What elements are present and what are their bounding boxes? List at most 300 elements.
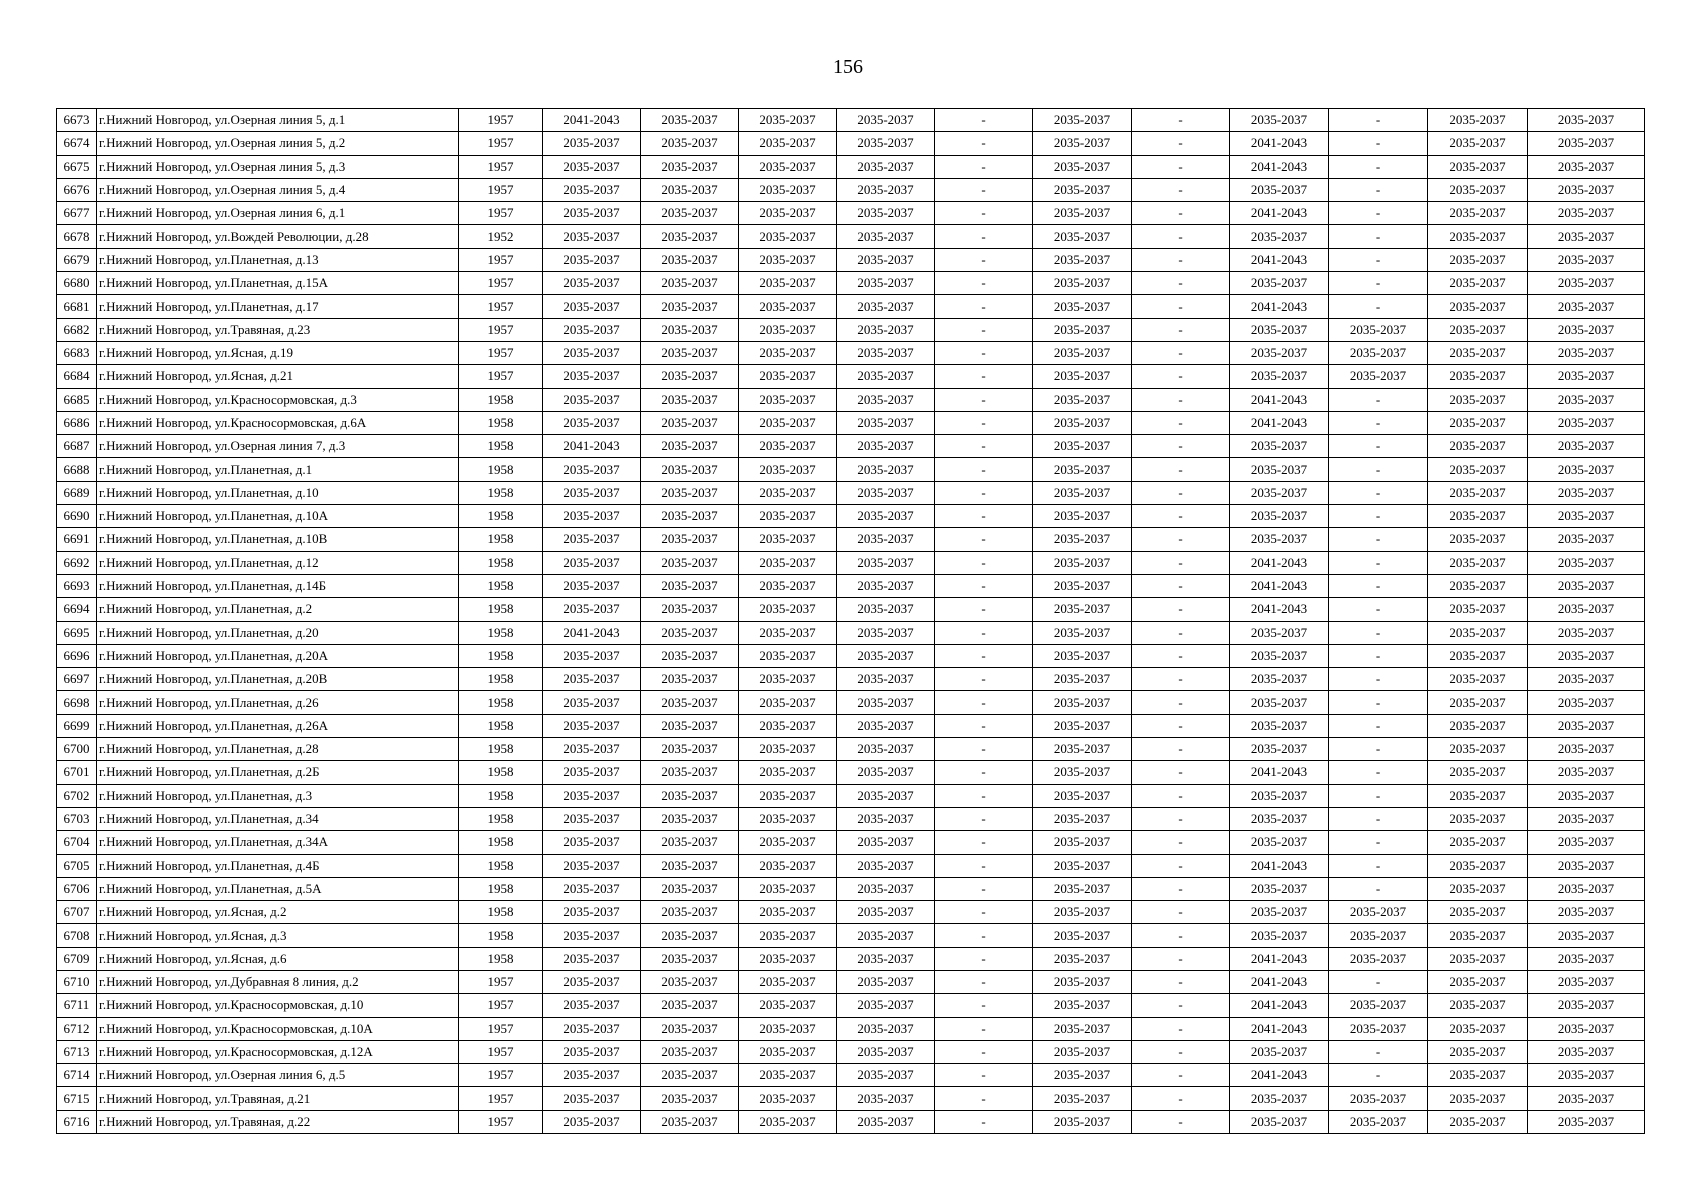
cell-period-col-9: - xyxy=(1329,505,1428,528)
cell-period-col-8: 2041-2043 xyxy=(1230,248,1329,271)
cell-period-col-1: 2035-2037 xyxy=(543,505,641,528)
table-row xyxy=(57,947,1645,970)
cell-period-col-9: - xyxy=(1329,272,1428,295)
cell-period-col-9: - xyxy=(1329,877,1428,900)
cell-row-number: 6675 xyxy=(57,155,97,178)
cell-period-col-5: - xyxy=(935,1087,1033,1110)
cell-period-col-2: 2035-2037 xyxy=(641,388,739,411)
cell-period-col-6: 2035-2037 xyxy=(1033,854,1132,877)
table-row xyxy=(57,901,1645,924)
cell-period-col-10: 2035-2037 xyxy=(1428,1110,1528,1133)
cell-period-col-11: 2035-2037 xyxy=(1528,295,1645,318)
cell-period-col-7: - xyxy=(1132,877,1230,900)
cell-period-col-2: 2035-2037 xyxy=(641,994,739,1017)
cell-row-number: 6674 xyxy=(57,132,97,155)
cell-row-number: 6693 xyxy=(57,574,97,597)
cell-period-col-4: 2035-2037 xyxy=(837,691,935,714)
table-row xyxy=(57,877,1645,900)
cell-period-col-6: 2035-2037 xyxy=(1033,901,1132,924)
cell-address: г.Нижний Новгород, ул.Планетная, д.17 xyxy=(97,295,459,318)
cell-period-col-2: 2035-2037 xyxy=(641,877,739,900)
cell-period-col-4: 2035-2037 xyxy=(837,598,935,621)
cell-period-col-1: 2035-2037 xyxy=(543,970,641,993)
cell-period-col-5: - xyxy=(935,109,1033,132)
cell-period-col-10: 2035-2037 xyxy=(1428,598,1528,621)
cell-period-col-8: 2035-2037 xyxy=(1230,901,1329,924)
cell-year-built: 1958 xyxy=(459,644,543,667)
cell-period-col-9: - xyxy=(1329,784,1428,807)
cell-address: г.Нижний Новгород, ул.Ясная, д.19 xyxy=(97,341,459,364)
cell-period-col-1: 2035-2037 xyxy=(543,901,641,924)
cell-period-col-5: - xyxy=(935,924,1033,947)
cell-row-number: 6697 xyxy=(57,668,97,691)
cell-period-col-6: 2035-2037 xyxy=(1033,574,1132,597)
cell-period-col-10: 2035-2037 xyxy=(1428,365,1528,388)
cell-period-col-6: 2035-2037 xyxy=(1033,714,1132,737)
table-row xyxy=(57,970,1645,993)
cell-period-col-5: - xyxy=(935,248,1033,271)
cell-period-col-1: 2035-2037 xyxy=(543,877,641,900)
cell-period-col-1: 2035-2037 xyxy=(543,341,641,364)
cell-row-number: 6673 xyxy=(57,109,97,132)
cell-year-built: 1957 xyxy=(459,132,543,155)
cell-address: г.Нижний Новгород, ул.Планетная, д.10 xyxy=(97,481,459,504)
cell-row-number: 6692 xyxy=(57,551,97,574)
cell-year-built: 1958 xyxy=(459,784,543,807)
cell-period-col-7: - xyxy=(1132,481,1230,504)
cell-period-col-6: 2035-2037 xyxy=(1033,528,1132,551)
cell-period-col-5: - xyxy=(935,458,1033,481)
cell-period-col-10: 2035-2037 xyxy=(1428,551,1528,574)
cell-period-col-7: - xyxy=(1132,598,1230,621)
cell-period-col-3: 2035-2037 xyxy=(739,714,837,737)
cell-period-col-7: - xyxy=(1132,1064,1230,1087)
cell-period-col-2: 2035-2037 xyxy=(641,947,739,970)
cell-period-col-4: 2035-2037 xyxy=(837,528,935,551)
cell-period-col-11: 2035-2037 xyxy=(1528,528,1645,551)
cell-period-col-8: 2041-2043 xyxy=(1230,132,1329,155)
table-row xyxy=(57,132,1645,155)
cell-year-built: 1957 xyxy=(459,178,543,201)
cell-period-col-6: 2035-2037 xyxy=(1033,132,1132,155)
cell-period-col-11: 2035-2037 xyxy=(1528,178,1645,201)
cell-address: г.Нижний Новгород, ул.Красносормовская, д.10 xyxy=(97,994,459,1017)
cell-period-col-11: 2035-2037 xyxy=(1528,854,1645,877)
cell-period-col-2: 2035-2037 xyxy=(641,341,739,364)
cell-period-col-9: - xyxy=(1329,202,1428,225)
cell-period-col-10: 2035-2037 xyxy=(1428,807,1528,830)
cell-row-number: 6690 xyxy=(57,505,97,528)
cell-period-col-5: - xyxy=(935,132,1033,155)
cell-period-col-8: 2041-2043 xyxy=(1230,970,1329,993)
cell-period-col-1: 2035-2037 xyxy=(543,574,641,597)
cell-period-col-3: 2035-2037 xyxy=(739,202,837,225)
cell-row-number: 6695 xyxy=(57,621,97,644)
cell-period-col-11: 2035-2037 xyxy=(1528,248,1645,271)
cell-period-col-10: 2035-2037 xyxy=(1428,831,1528,854)
cell-period-col-4: 2035-2037 xyxy=(837,505,935,528)
cell-row-number: 6686 xyxy=(57,411,97,434)
cell-year-built: 1958 xyxy=(459,551,543,574)
cell-period-col-9: - xyxy=(1329,621,1428,644)
cell-period-col-3: 2035-2037 xyxy=(739,272,837,295)
cell-period-col-3: 2035-2037 xyxy=(739,1110,837,1133)
cell-address: г.Нижний Новгород, ул.Озерная линия 5, д.2 xyxy=(97,132,459,155)
table-row xyxy=(57,225,1645,248)
cell-year-built: 1958 xyxy=(459,388,543,411)
cell-year-built: 1952 xyxy=(459,225,543,248)
cell-year-built: 1958 xyxy=(459,854,543,877)
cell-period-col-7: - xyxy=(1132,668,1230,691)
cell-period-col-4: 2035-2037 xyxy=(837,924,935,947)
cell-period-col-11: 2035-2037 xyxy=(1528,738,1645,761)
cell-period-col-8: 2035-2037 xyxy=(1230,668,1329,691)
cell-period-col-5: - xyxy=(935,155,1033,178)
table-row xyxy=(57,365,1645,388)
cell-address: г.Нижний Новгород, ул.Озерная линия 5, д.3 xyxy=(97,155,459,178)
cell-period-col-4: 2035-2037 xyxy=(837,1087,935,1110)
table-row xyxy=(57,831,1645,854)
cell-period-col-8: 2035-2037 xyxy=(1230,505,1329,528)
cell-period-col-9: - xyxy=(1329,132,1428,155)
cell-period-col-11: 2035-2037 xyxy=(1528,155,1645,178)
cell-period-col-6: 2035-2037 xyxy=(1033,295,1132,318)
cell-period-col-9: 2035-2037 xyxy=(1329,994,1428,1017)
cell-period-col-9: - xyxy=(1329,528,1428,551)
cell-period-col-2: 2035-2037 xyxy=(641,481,739,504)
table-row xyxy=(57,784,1645,807)
cell-period-col-8: 2035-2037 xyxy=(1230,318,1329,341)
cell-period-col-2: 2035-2037 xyxy=(641,784,739,807)
cell-period-col-3: 2035-2037 xyxy=(739,551,837,574)
cell-period-col-10: 2035-2037 xyxy=(1428,155,1528,178)
cell-year-built: 1958 xyxy=(459,668,543,691)
cell-period-col-7: - xyxy=(1132,365,1230,388)
cell-address: г.Нижний Новгород, ул.Озерная линия 6, д.1 xyxy=(97,202,459,225)
cell-period-col-3: 2035-2037 xyxy=(739,109,837,132)
table-row xyxy=(57,738,1645,761)
cell-period-col-3: 2035-2037 xyxy=(739,365,837,388)
cell-period-col-10: 2035-2037 xyxy=(1428,132,1528,155)
cell-period-col-11: 2035-2037 xyxy=(1528,551,1645,574)
cell-period-col-4: 2035-2037 xyxy=(837,109,935,132)
cell-period-col-11: 2035-2037 xyxy=(1528,272,1645,295)
cell-period-col-6: 2035-2037 xyxy=(1033,807,1132,830)
cell-period-col-5: - xyxy=(935,318,1033,341)
table-row xyxy=(57,388,1645,411)
cell-year-built: 1958 xyxy=(459,947,543,970)
cell-period-col-5: - xyxy=(935,481,1033,504)
cell-period-col-2: 2035-2037 xyxy=(641,924,739,947)
cell-year-built: 1957 xyxy=(459,994,543,1017)
cell-period-col-9: - xyxy=(1329,854,1428,877)
cell-year-built: 1958 xyxy=(459,924,543,947)
cell-period-col-4: 2035-2037 xyxy=(837,738,935,761)
cell-year-built: 1958 xyxy=(459,691,543,714)
cell-period-col-1: 2035-2037 xyxy=(543,761,641,784)
cell-row-number: 6711 xyxy=(57,994,97,1017)
cell-period-col-1: 2035-2037 xyxy=(543,1017,641,1040)
cell-period-col-3: 2035-2037 xyxy=(739,644,837,667)
cell-period-col-3: 2035-2037 xyxy=(739,505,837,528)
cell-row-number: 6703 xyxy=(57,807,97,830)
cell-period-col-7: - xyxy=(1132,1087,1230,1110)
cell-period-col-8: 2041-2043 xyxy=(1230,202,1329,225)
cell-period-col-11: 2035-2037 xyxy=(1528,924,1645,947)
cell-row-number: 6701 xyxy=(57,761,97,784)
cell-period-col-2: 2035-2037 xyxy=(641,365,739,388)
cell-period-col-10: 2035-2037 xyxy=(1428,947,1528,970)
cell-period-col-6: 2035-2037 xyxy=(1033,1110,1132,1133)
table-row xyxy=(57,1087,1645,1110)
cell-period-col-6: 2035-2037 xyxy=(1033,365,1132,388)
cell-period-col-11: 2035-2037 xyxy=(1528,341,1645,364)
cell-period-col-4: 2035-2037 xyxy=(837,854,935,877)
cell-period-col-3: 2035-2037 xyxy=(739,901,837,924)
cell-row-number: 6710 xyxy=(57,970,97,993)
cell-period-col-6: 2035-2037 xyxy=(1033,109,1132,132)
table-row xyxy=(57,109,1645,132)
cell-period-col-2: 2035-2037 xyxy=(641,831,739,854)
cell-period-col-6: 2035-2037 xyxy=(1033,831,1132,854)
cell-row-number: 6715 xyxy=(57,1087,97,1110)
cell-period-col-6: 2035-2037 xyxy=(1033,1087,1132,1110)
cell-period-col-8: 2035-2037 xyxy=(1230,924,1329,947)
cell-row-number: 6685 xyxy=(57,388,97,411)
cell-year-built: 1957 xyxy=(459,1087,543,1110)
housing-repair-schedule-table xyxy=(56,108,1645,1134)
table-row xyxy=(57,341,1645,364)
cell-period-col-5: - xyxy=(935,528,1033,551)
cell-period-col-9: 2035-2037 xyxy=(1329,318,1428,341)
cell-address: г.Нижний Новгород, ул.Планетная, д.28 xyxy=(97,738,459,761)
cell-period-col-3: 2035-2037 xyxy=(739,411,837,434)
cell-period-col-10: 2035-2037 xyxy=(1428,225,1528,248)
cell-period-col-9: - xyxy=(1329,1040,1428,1063)
cell-period-col-3: 2035-2037 xyxy=(739,761,837,784)
cell-period-col-5: - xyxy=(935,994,1033,1017)
cell-period-col-10: 2035-2037 xyxy=(1428,388,1528,411)
cell-period-col-7: - xyxy=(1132,1110,1230,1133)
cell-period-col-6: 2035-2037 xyxy=(1033,318,1132,341)
cell-period-col-4: 2035-2037 xyxy=(837,435,935,458)
cell-address: г.Нижний Новгород, ул.Планетная, д.26А xyxy=(97,714,459,737)
cell-period-col-11: 2035-2037 xyxy=(1528,598,1645,621)
cell-period-col-7: - xyxy=(1132,178,1230,201)
cell-row-number: 6677 xyxy=(57,202,97,225)
cell-period-col-8: 2035-2037 xyxy=(1230,621,1329,644)
cell-period-col-4: 2035-2037 xyxy=(837,761,935,784)
cell-period-col-10: 2035-2037 xyxy=(1428,924,1528,947)
cell-period-col-1: 2041-2043 xyxy=(543,435,641,458)
cell-period-col-10: 2035-2037 xyxy=(1428,272,1528,295)
cell-period-col-3: 2035-2037 xyxy=(739,854,837,877)
table-body xyxy=(57,109,1645,1134)
cell-period-col-10: 2035-2037 xyxy=(1428,877,1528,900)
cell-year-built: 1957 xyxy=(459,1064,543,1087)
cell-period-col-5: - xyxy=(935,1040,1033,1063)
cell-period-col-7: - xyxy=(1132,901,1230,924)
cell-year-built: 1958 xyxy=(459,761,543,784)
table-row xyxy=(57,807,1645,830)
cell-period-col-10: 2035-2037 xyxy=(1428,178,1528,201)
cell-period-col-5: - xyxy=(935,854,1033,877)
cell-period-col-5: - xyxy=(935,365,1033,388)
cell-period-col-10: 2035-2037 xyxy=(1428,411,1528,434)
table-row xyxy=(57,481,1645,504)
cell-period-col-10: 2035-2037 xyxy=(1428,714,1528,737)
cell-period-col-2: 2035-2037 xyxy=(641,738,739,761)
cell-period-col-1: 2035-2037 xyxy=(543,691,641,714)
cell-period-col-11: 2035-2037 xyxy=(1528,202,1645,225)
cell-period-col-8: 2035-2037 xyxy=(1230,784,1329,807)
cell-period-col-2: 2035-2037 xyxy=(641,435,739,458)
cell-row-number: 6707 xyxy=(57,901,97,924)
cell-period-col-9: 2035-2037 xyxy=(1329,341,1428,364)
cell-period-col-9: - xyxy=(1329,248,1428,271)
table-row xyxy=(57,714,1645,737)
cell-address: г.Нижний Новгород, ул.Планетная, д.34А xyxy=(97,831,459,854)
cell-period-col-7: - xyxy=(1132,761,1230,784)
table-row xyxy=(57,1064,1645,1087)
cell-period-col-1: 2035-2037 xyxy=(543,807,641,830)
cell-period-col-3: 2035-2037 xyxy=(739,1087,837,1110)
cell-period-col-4: 2035-2037 xyxy=(837,877,935,900)
cell-period-col-5: - xyxy=(935,1064,1033,1087)
cell-address: г.Нижний Новгород, ул.Красносормовская, д.12А xyxy=(97,1040,459,1063)
cell-period-col-6: 2035-2037 xyxy=(1033,784,1132,807)
cell-row-number: 6702 xyxy=(57,784,97,807)
cell-row-number: 6714 xyxy=(57,1064,97,1087)
cell-period-col-4: 2035-2037 xyxy=(837,644,935,667)
cell-period-col-7: - xyxy=(1132,528,1230,551)
cell-period-col-8: 2041-2043 xyxy=(1230,1017,1329,1040)
table-row xyxy=(57,691,1645,714)
cell-year-built: 1957 xyxy=(459,970,543,993)
cell-period-col-5: - xyxy=(935,784,1033,807)
cell-period-col-6: 2035-2037 xyxy=(1033,877,1132,900)
cell-period-col-7: - xyxy=(1132,155,1230,178)
cell-period-col-10: 2035-2037 xyxy=(1428,341,1528,364)
cell-period-col-5: - xyxy=(935,644,1033,667)
table-row xyxy=(57,1040,1645,1063)
cell-period-col-11: 2035-2037 xyxy=(1528,784,1645,807)
cell-address: г.Нижний Новгород, ул.Ясная, д.6 xyxy=(97,947,459,970)
cell-period-col-10: 2035-2037 xyxy=(1428,574,1528,597)
cell-period-col-8: 2035-2037 xyxy=(1230,365,1329,388)
cell-period-col-8: 2035-2037 xyxy=(1230,109,1329,132)
cell-period-col-2: 2035-2037 xyxy=(641,1017,739,1040)
cell-period-col-5: - xyxy=(935,970,1033,993)
cell-period-col-4: 2035-2037 xyxy=(837,1064,935,1087)
cell-period-col-9: - xyxy=(1329,155,1428,178)
cell-period-col-7: - xyxy=(1132,644,1230,667)
cell-period-col-10: 2035-2037 xyxy=(1428,1087,1528,1110)
cell-period-col-9: - xyxy=(1329,109,1428,132)
cell-period-col-7: - xyxy=(1132,574,1230,597)
cell-period-col-3: 2035-2037 xyxy=(739,481,837,504)
cell-period-col-10: 2035-2037 xyxy=(1428,1064,1528,1087)
cell-period-col-3: 2035-2037 xyxy=(739,807,837,830)
cell-period-col-6: 2035-2037 xyxy=(1033,551,1132,574)
cell-period-col-1: 2035-2037 xyxy=(543,598,641,621)
cell-period-col-3: 2035-2037 xyxy=(739,295,837,318)
table-row xyxy=(57,295,1645,318)
cell-period-col-10: 2035-2037 xyxy=(1428,248,1528,271)
cell-row-number: 6689 xyxy=(57,481,97,504)
table-row xyxy=(57,668,1645,691)
cell-period-col-4: 2035-2037 xyxy=(837,248,935,271)
cell-period-col-4: 2035-2037 xyxy=(837,970,935,993)
cell-period-col-10: 2035-2037 xyxy=(1428,1017,1528,1040)
cell-period-col-9: - xyxy=(1329,1064,1428,1087)
cell-period-col-5: - xyxy=(935,551,1033,574)
cell-period-col-3: 2035-2037 xyxy=(739,738,837,761)
cell-period-col-6: 2035-2037 xyxy=(1033,644,1132,667)
table-row xyxy=(57,644,1645,667)
cell-period-col-9: 2035-2037 xyxy=(1329,901,1428,924)
cell-period-col-8: 2035-2037 xyxy=(1230,714,1329,737)
cell-period-col-1: 2035-2037 xyxy=(543,994,641,1017)
cell-period-col-8: 2041-2043 xyxy=(1230,388,1329,411)
cell-period-col-11: 2035-2037 xyxy=(1528,1040,1645,1063)
cell-address: г.Нижний Новгород, ул.Травяная, д.22 xyxy=(97,1110,459,1133)
cell-period-col-2: 2035-2037 xyxy=(641,551,739,574)
cell-period-col-6: 2035-2037 xyxy=(1033,598,1132,621)
cell-period-col-2: 2035-2037 xyxy=(641,411,739,434)
cell-period-col-2: 2035-2037 xyxy=(641,668,739,691)
cell-year-built: 1957 xyxy=(459,109,543,132)
cell-period-col-1: 2035-2037 xyxy=(543,225,641,248)
cell-period-col-8: 2035-2037 xyxy=(1230,435,1329,458)
cell-period-col-9: 2035-2037 xyxy=(1329,365,1428,388)
cell-period-col-2: 2035-2037 xyxy=(641,1110,739,1133)
cell-period-col-4: 2035-2037 xyxy=(837,901,935,924)
cell-year-built: 1957 xyxy=(459,1040,543,1063)
cell-row-number: 6712 xyxy=(57,1017,97,1040)
cell-period-col-8: 2035-2037 xyxy=(1230,644,1329,667)
cell-period-col-1: 2035-2037 xyxy=(543,714,641,737)
cell-period-col-2: 2035-2037 xyxy=(641,761,739,784)
cell-period-col-6: 2035-2037 xyxy=(1033,248,1132,271)
page-number: 156 xyxy=(833,56,863,78)
cell-period-col-7: - xyxy=(1132,854,1230,877)
table-row xyxy=(57,1017,1645,1040)
cell-period-col-1: 2035-2037 xyxy=(543,784,641,807)
table-row xyxy=(57,272,1645,295)
cell-period-col-7: - xyxy=(1132,505,1230,528)
cell-period-col-1: 2035-2037 xyxy=(543,318,641,341)
cell-period-col-7: - xyxy=(1132,272,1230,295)
cell-address: г.Нижний Новгород, ул.Планетная, д.2 xyxy=(97,598,459,621)
cell-period-col-5: - xyxy=(935,574,1033,597)
cell-period-col-3: 2035-2037 xyxy=(739,248,837,271)
table-row xyxy=(57,248,1645,271)
cell-period-col-10: 2035-2037 xyxy=(1428,901,1528,924)
cell-period-col-4: 2035-2037 xyxy=(837,272,935,295)
cell-period-col-11: 2035-2037 xyxy=(1528,318,1645,341)
cell-period-col-9: - xyxy=(1329,738,1428,761)
cell-period-col-6: 2035-2037 xyxy=(1033,272,1132,295)
cell-period-col-1: 2035-2037 xyxy=(543,132,641,155)
cell-period-col-11: 2035-2037 xyxy=(1528,761,1645,784)
cell-period-col-2: 2035-2037 xyxy=(641,505,739,528)
cell-period-col-9: - xyxy=(1329,714,1428,737)
cell-period-col-2: 2035-2037 xyxy=(641,598,739,621)
cell-period-col-8: 2041-2043 xyxy=(1230,854,1329,877)
cell-period-col-11: 2035-2037 xyxy=(1528,1110,1645,1133)
cell-period-col-5: - xyxy=(935,691,1033,714)
